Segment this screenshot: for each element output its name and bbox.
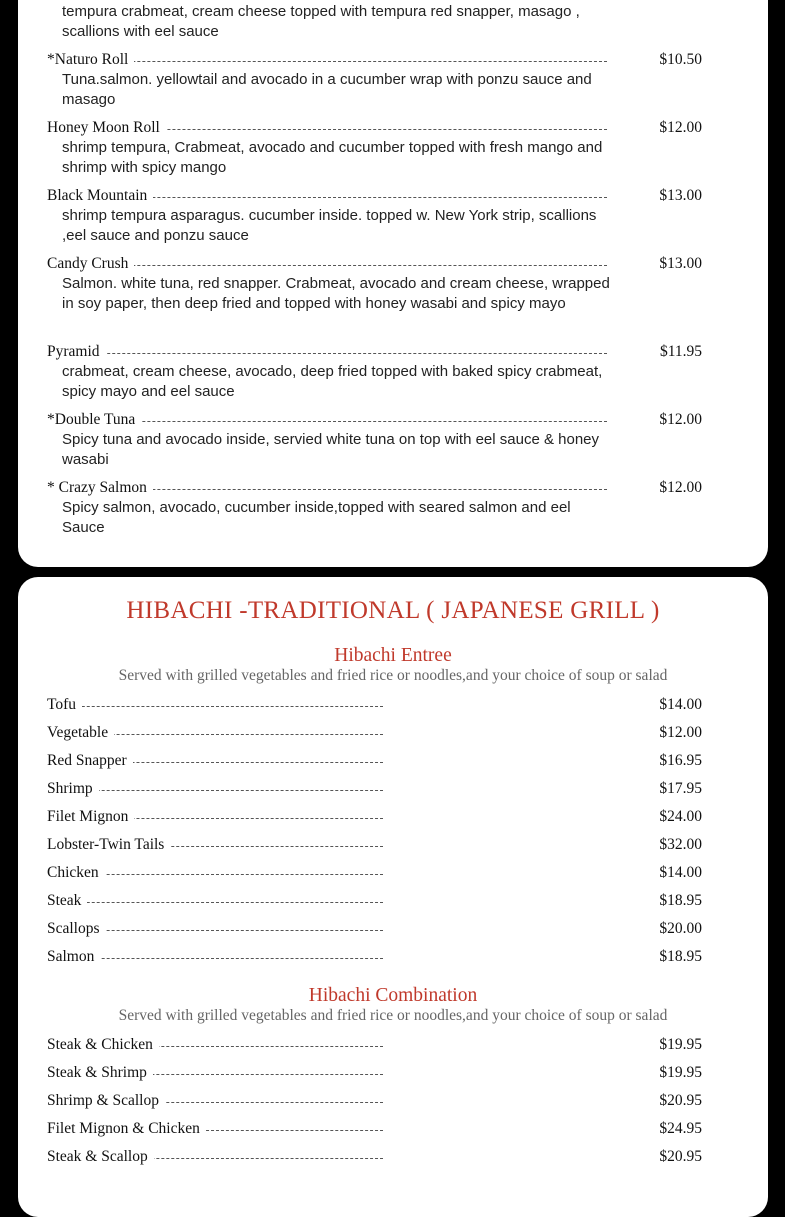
menu-item-price: $19.95 xyxy=(659,1036,702,1053)
menu-item-name: Steak xyxy=(47,891,87,911)
menu-item-description: Tuna.salmon. yellowtail and avocado in a cucumber wrap with ponzu sauce and masago xyxy=(62,71,592,108)
menu-item-row[interactable] xyxy=(47,186,702,206)
menu-item-name: * Crazy Salmon xyxy=(47,478,153,498)
specialty-rolls-card xyxy=(18,0,768,567)
menu-item-price: $12.00 xyxy=(659,411,702,428)
menu-item-row[interactable] xyxy=(47,1119,702,1139)
menu-item-name: Filet Mignon & Chicken xyxy=(47,1119,206,1139)
menu-item-name: Shrimp & Scallop xyxy=(47,1091,165,1111)
menu-item-name: Lobster-Twin Tails xyxy=(47,835,170,855)
menu-item-row[interactable] xyxy=(47,695,702,715)
menu-item-description: Salmon. white tuna, red snapper. Crabmeat, avocado and cream cheese, wrapped in soy paper, then deep fried and topped with honey wasabi and spicy mayo xyxy=(62,275,610,312)
menu-item-price: $11.95 xyxy=(659,343,702,360)
menu-item-row[interactable] xyxy=(47,342,702,362)
combination-note: Served with grilled vegetables and fried rice or noodles,and your choice of soup or salad xyxy=(118,1007,668,1024)
menu-item-name: Black Mountain xyxy=(47,186,153,206)
menu-item-row[interactable] xyxy=(47,835,702,855)
menu-item-row[interactable] xyxy=(47,947,702,967)
section-title: HIBACHI -TRADITIONAL ( JAPANESE GRILL ) xyxy=(126,597,660,624)
menu-item-price: $24.95 xyxy=(659,1120,702,1137)
menu-item-name: *Double Tuna xyxy=(47,410,141,430)
menu-item-price: $18.95 xyxy=(659,892,702,909)
menu-item-name: Shrimp xyxy=(47,779,99,799)
menu-item-row[interactable] xyxy=(47,863,702,883)
menu-item-description: crabmeat, cream cheese, avocado, deep fried topped with baked spicy crabmeat, spicy mayo and eel sauce xyxy=(62,363,603,400)
entree-note: Served with grilled vegetables and fried rice or noodles,and your choice of soup or salad xyxy=(118,667,668,684)
menu-item-name: Candy Crush xyxy=(47,254,134,274)
menu-item-name: *Naturo Roll xyxy=(47,50,134,70)
menu-item-price: $12.00 xyxy=(659,479,702,496)
menu-item-row[interactable] xyxy=(47,1063,702,1083)
menu-item-price: $10.50 xyxy=(659,51,702,68)
menu-item-price: $32.00 xyxy=(659,836,702,853)
hibachi-card xyxy=(18,577,768,1217)
menu-item-price: $20.95 xyxy=(659,1148,702,1165)
menu-item-name: Honey Moon Roll xyxy=(47,118,166,138)
menu-item-description: Spicy tuna and avocado inside, servied white tuna on top with eel sauce & honey wasabi xyxy=(62,431,600,468)
menu-item-row[interactable] xyxy=(47,254,702,274)
menu-item-price: $18.95 xyxy=(659,948,702,965)
menu-item-price: $12.00 xyxy=(659,119,702,136)
menu-item-row[interactable] xyxy=(47,1091,702,1111)
menu-item-price: $16.95 xyxy=(659,752,702,769)
menu-item-description: shrimp tempura asparagus. cucumber inside. topped w. New York strip, scallions ,eel sauce and ponzu sauce xyxy=(62,207,597,244)
menu-item-price: $19.95 xyxy=(659,1064,702,1081)
menu-item-description: tempura crabmeat, cream cheese topped with tempura red snapper, masago , scallions with eel sauce xyxy=(62,3,580,40)
leader-dots xyxy=(47,353,607,354)
menu-item-name: Pyramid xyxy=(47,342,106,362)
menu-item-name: Steak & Chicken xyxy=(47,1035,159,1055)
menu-item-name: Scallops xyxy=(47,919,106,939)
menu-item-row[interactable] xyxy=(47,723,702,743)
menu-item-name: Filet Mignon xyxy=(47,807,134,827)
menu-item-price: $17.95 xyxy=(659,780,702,797)
menu-item-row[interactable] xyxy=(47,478,702,498)
menu-item-name: Steak & Scallop xyxy=(47,1147,154,1167)
menu-item-price: $14.00 xyxy=(659,696,702,713)
menu-item-row[interactable] xyxy=(47,779,702,799)
menu-item-price: $20.00 xyxy=(659,920,702,937)
menu-item-price: $13.00 xyxy=(659,255,702,272)
menu-item-row[interactable] xyxy=(47,807,702,827)
menu-item-name: Tofu xyxy=(47,695,82,715)
menu-item-description: shrimp tempura, Crabmeat, avocado and cucumber topped with fresh mango and shrimp with spicy mango xyxy=(62,139,603,176)
menu-item-price: $12.00 xyxy=(659,724,702,741)
menu-item-row[interactable] xyxy=(47,410,702,430)
leader-dots xyxy=(47,902,383,903)
menu-item-description: Spicy salmon, avocado, cucumber inside,topped with seared salmon and eel Sauce xyxy=(62,499,571,536)
menu-item-name: Vegetable xyxy=(47,723,114,743)
menu-item-row[interactable] xyxy=(47,50,702,70)
menu-item-price: $13.00 xyxy=(659,187,702,204)
leader-dots xyxy=(47,706,383,707)
entree-title: Hibachi Entree xyxy=(334,645,452,666)
menu-item-name: Chicken xyxy=(47,863,105,883)
menu-item-row[interactable] xyxy=(47,751,702,771)
menu-item-name: Salmon xyxy=(47,947,100,967)
menu-item-row[interactable] xyxy=(47,1147,702,1167)
menu-item-name: Red Snapper xyxy=(47,751,133,771)
menu-item-price: $24.00 xyxy=(659,808,702,825)
combination-title: Hibachi Combination xyxy=(308,985,478,1006)
menu-item-name: Steak & Shrimp xyxy=(47,1063,153,1083)
menu-item-row[interactable] xyxy=(47,118,702,138)
menu-item-row[interactable] xyxy=(47,1035,702,1055)
menu-item-row[interactable] xyxy=(47,919,702,939)
menu-item-price: $20.95 xyxy=(659,1092,702,1109)
menu-item-price: $14.00 xyxy=(659,864,702,881)
menu-item-row[interactable] xyxy=(47,891,702,911)
